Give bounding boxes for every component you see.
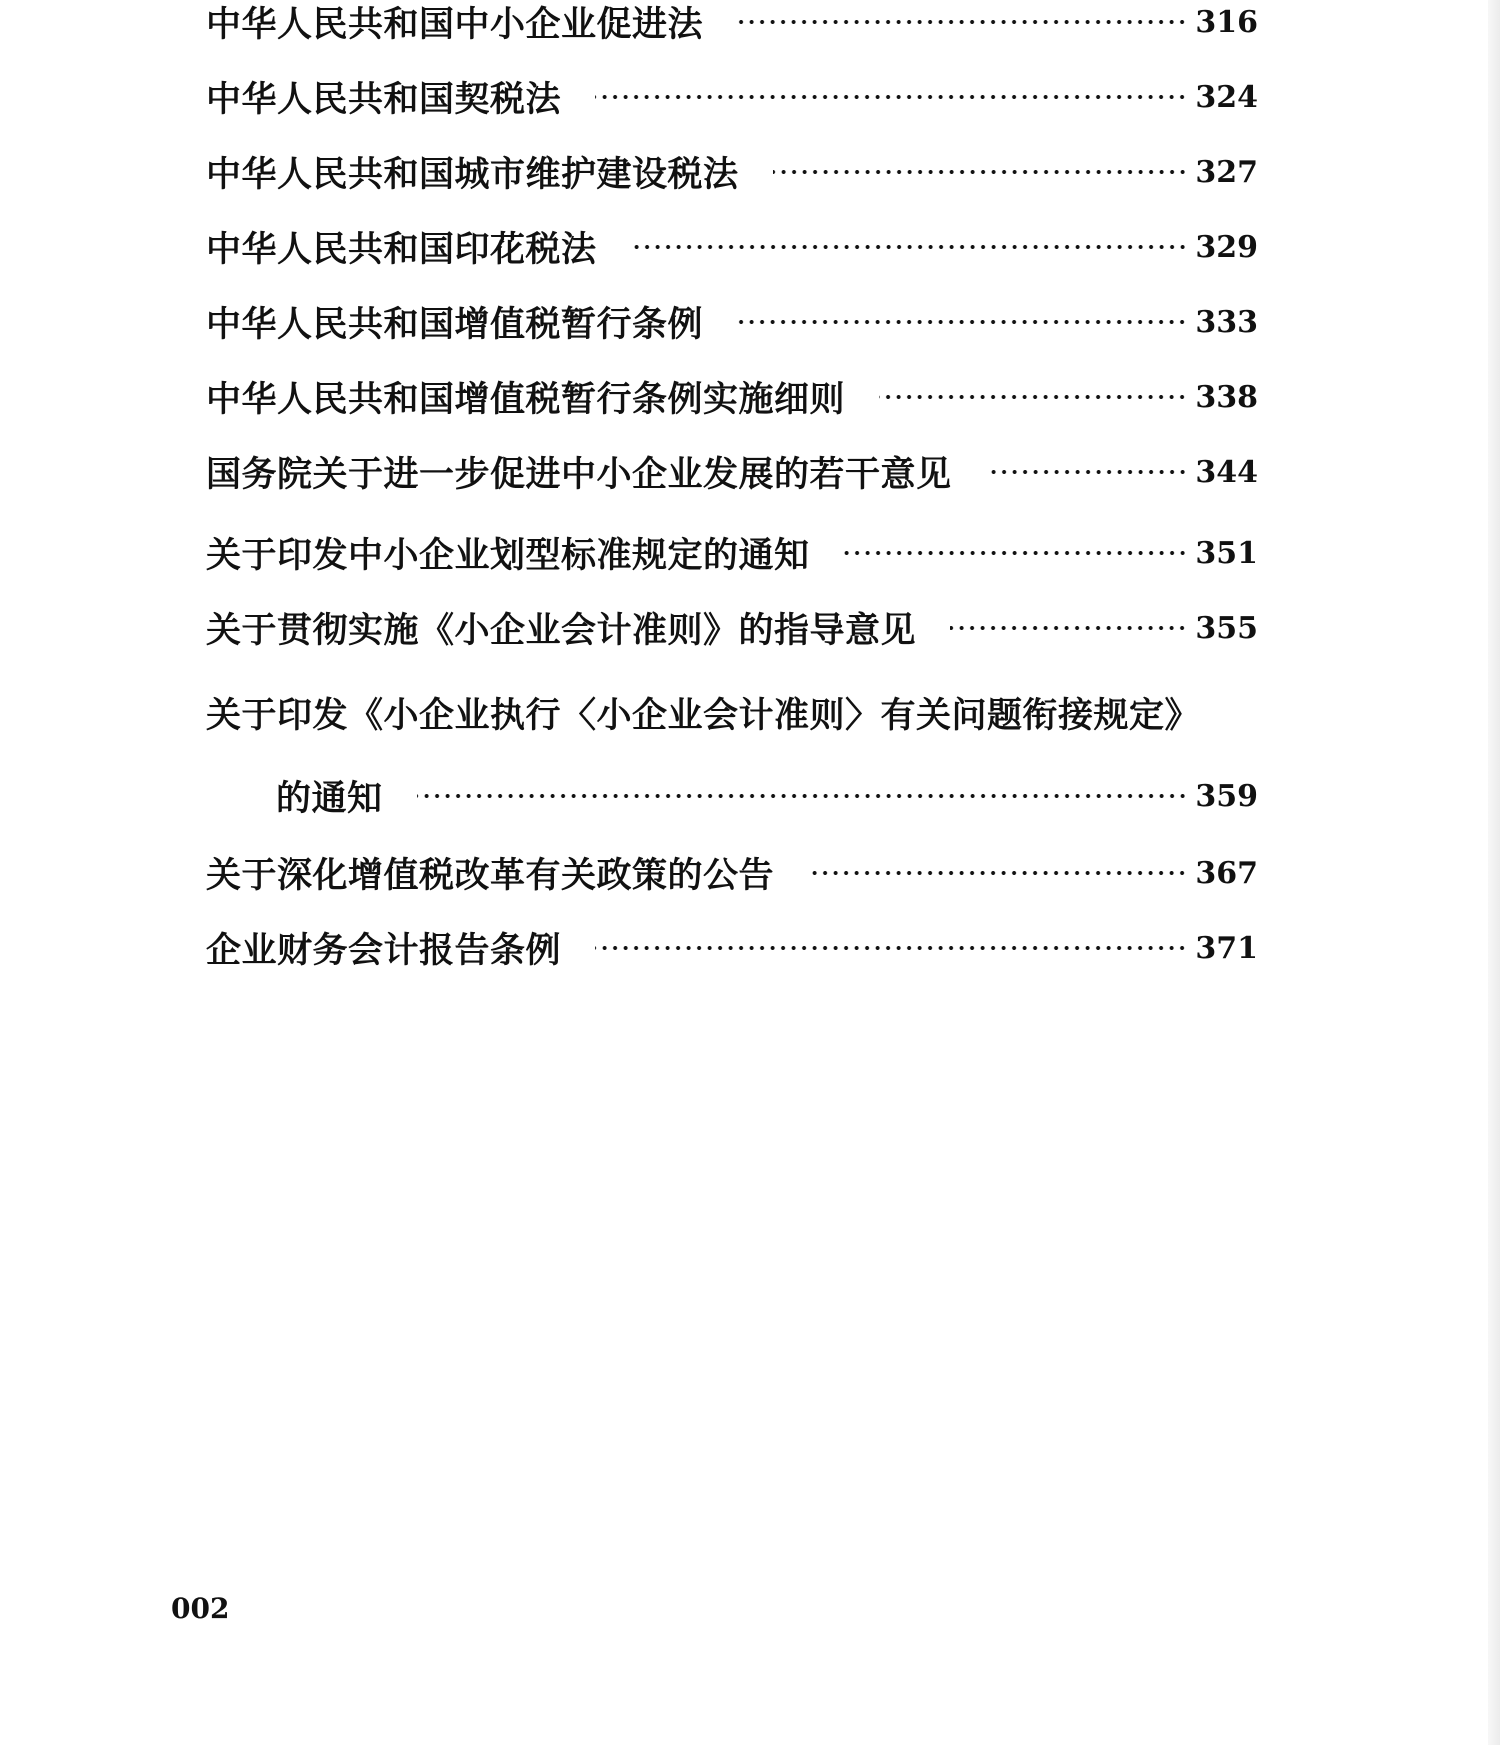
toc-entry[interactable]: [206, 225, 1258, 269]
toc-entry-title: 中华人民共和国城市维护建设税法: [206, 154, 739, 195]
toc-entry-page: 327: [1195, 154, 1258, 190]
dot-leader: [773, 169, 1188, 175]
toc-entry-title: 中华人民共和国增值税暂行条例: [206, 304, 704, 345]
toc-entry-page: 355: [1195, 610, 1258, 646]
toc-entry-title: 国务院关于进一步促进中小企业发展的若干意见: [206, 454, 952, 495]
toc-entry-title-continuation: 的通知: [276, 778, 383, 819]
dot-leader: [808, 870, 1187, 876]
page-number: 002: [171, 1592, 230, 1625]
dot-leader: [986, 469, 1188, 475]
toc-entry-title: 企业财务会计报告条例: [206, 930, 562, 971]
toc-entry-page: 371: [1195, 930, 1258, 966]
toc-entry-title: 关于印发中小企业划型标准规定的通知: [206, 535, 810, 576]
toc-entry[interactable]: [206, 606, 1258, 650]
toc-entry-title: 关于深化增值税改革有关政策的公告: [206, 855, 775, 896]
toc-entry-page: 333: [1195, 304, 1258, 340]
toc-entry-title: 中华人民共和国契税法: [206, 79, 562, 120]
toc-entry[interactable]: [206, 75, 1258, 119]
dot-leader: [417, 793, 1188, 799]
dot-leader: [595, 94, 1187, 100]
toc-entry-page: 338: [1195, 379, 1258, 415]
toc-entry[interactable]: [206, 0, 1258, 44]
dot-leader: [737, 319, 1187, 325]
toc-entry-title: 中华人民共和国印花税法: [206, 229, 597, 270]
toc-entry-page: 351: [1195, 535, 1258, 571]
toc-entry[interactable]: [206, 450, 1258, 494]
dot-leader: [631, 244, 1188, 250]
dot-leader: [595, 945, 1187, 951]
toc-entry[interactable]: [206, 375, 1258, 419]
toc-entry[interactable]: [206, 851, 1258, 895]
toc-entry-page: 359: [1195, 778, 1258, 814]
toc-entry-title: 关于印发《小企业执行〈小企业会计准则〉有关问题衔接规定》: [206, 695, 1201, 736]
toc-entry-title: 中华人民共和国中小企业促进法: [206, 4, 704, 45]
toc-entry-continuation[interactable]: [276, 774, 1258, 818]
toc-entry[interactable]: [206, 150, 1258, 194]
dot-leader: [879, 394, 1187, 400]
toc-entry-page: 367: [1195, 855, 1258, 891]
toc-entry[interactable]: [206, 300, 1258, 344]
dot-leader: [844, 550, 1188, 556]
toc-entry[interactable]: [206, 926, 1258, 970]
toc-entry-page: 344: [1195, 454, 1258, 490]
toc-entry-page: 316: [1195, 4, 1258, 40]
toc-entry-title: 中华人民共和国增值税暂行条例实施细则: [206, 379, 846, 420]
toc-entry-title: 关于贯彻实施《小企业会计准则》的指导意见: [206, 610, 917, 651]
toc-entry-title-line[interactable]: [206, 691, 1200, 735]
toc-entry[interactable]: [206, 531, 1258, 575]
toc-entry-page: 329: [1195, 229, 1258, 265]
page-edge-shadow: [1488, 0, 1500, 1745]
dot-leader: [950, 625, 1187, 631]
dot-leader: [737, 19, 1187, 25]
toc-entry-page: 324: [1195, 79, 1258, 115]
